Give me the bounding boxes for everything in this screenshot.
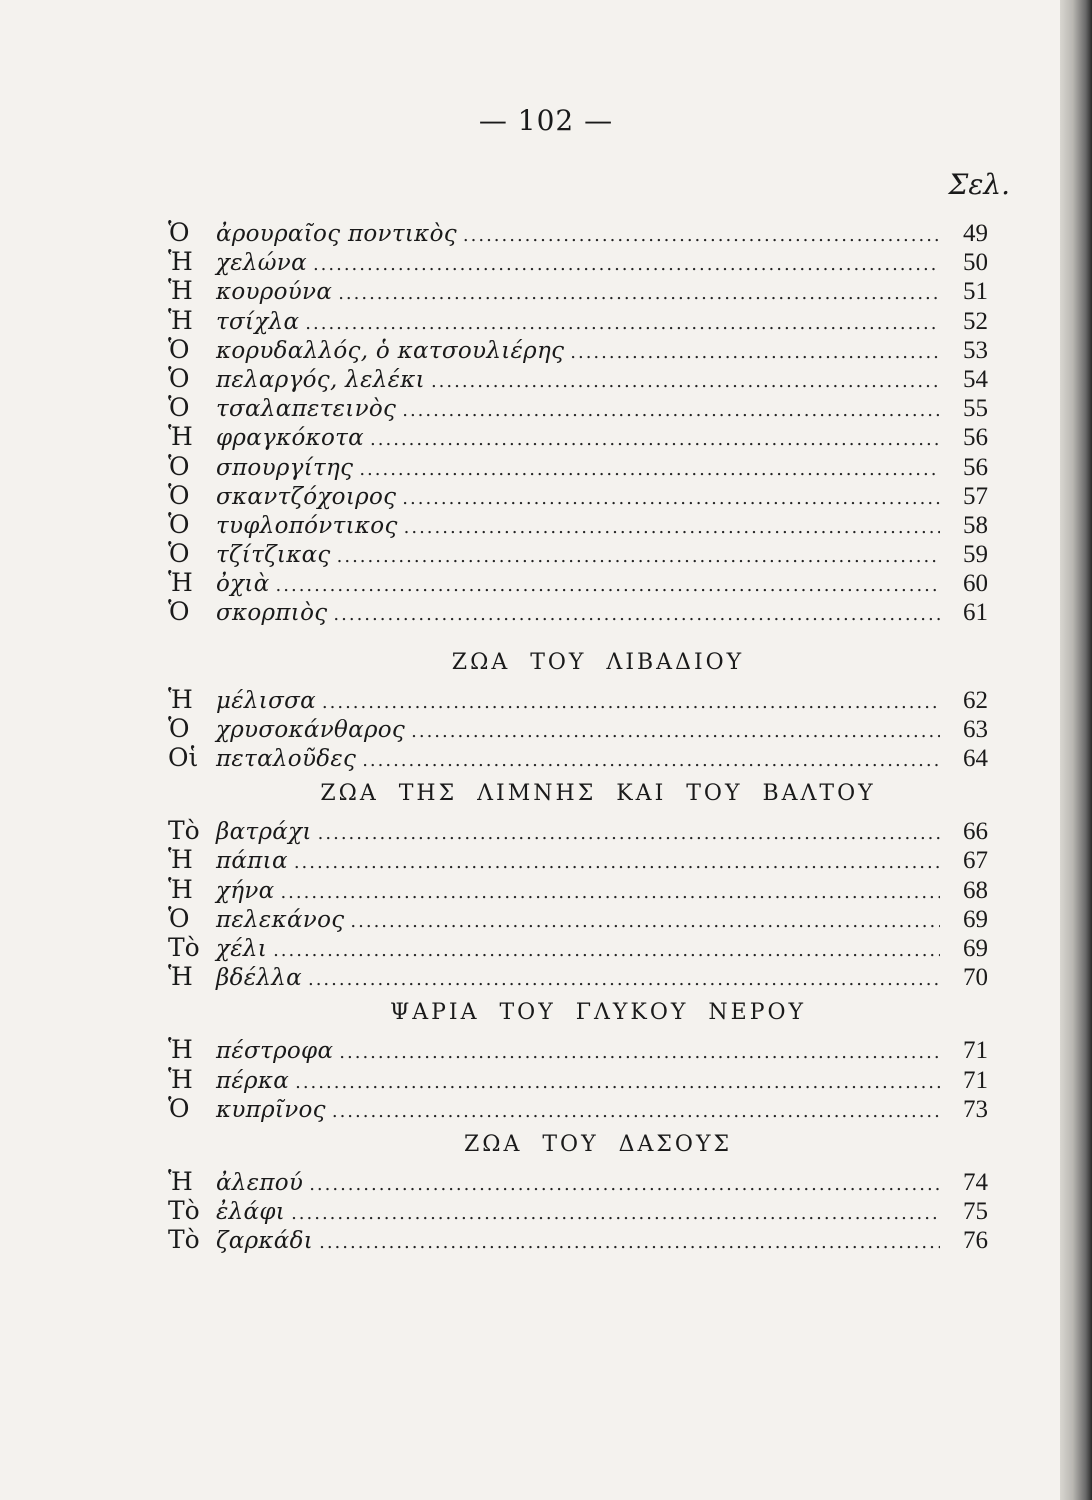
toc-entry xyxy=(168,452,988,481)
toc-entry xyxy=(168,1225,988,1254)
entry-article: Τὸ xyxy=(168,1225,200,1255)
toc-entry xyxy=(168,306,988,335)
dot-leader xyxy=(338,279,940,308)
dot-leader xyxy=(291,1199,940,1228)
toc-entry xyxy=(168,875,988,904)
toc-entry xyxy=(168,335,988,364)
toc-entry xyxy=(168,1167,988,1196)
toc-entry xyxy=(168,743,988,772)
entry-article: Ἡ xyxy=(168,422,193,452)
entry-name: ἀλεπού xyxy=(216,1169,304,1196)
dot-leader xyxy=(339,1038,940,1067)
entry-article: Ὁ xyxy=(168,334,190,364)
entry-name: ζαρκάδι xyxy=(216,1228,314,1255)
entry-article: Ἡ xyxy=(168,247,193,277)
page-number: — 102 — xyxy=(478,104,614,137)
entry-article: Ὁ xyxy=(168,597,190,627)
dot-leader xyxy=(370,425,940,454)
entry-article: Ὁ xyxy=(168,1093,190,1123)
dot-leader xyxy=(431,367,940,396)
toc-entry xyxy=(168,539,988,568)
toc-entry xyxy=(168,218,988,247)
toc-entry xyxy=(168,481,988,510)
entry-name: πεταλοῦδες xyxy=(216,746,357,772)
toc-entry xyxy=(168,422,988,451)
entry-page-number: 61 xyxy=(963,599,988,627)
toc-entry xyxy=(168,845,988,874)
entry-page-number: 74 xyxy=(963,1168,988,1196)
entry-name: σκαντζόχοιρος xyxy=(216,483,397,510)
entry-page-number: 58 xyxy=(963,511,988,539)
entry-article: Ἡ xyxy=(168,684,193,714)
dot-leader xyxy=(305,309,940,338)
entry-page-number: 64 xyxy=(963,745,988,772)
entry-article: Ἡ xyxy=(168,1166,193,1196)
entry-page-number: 56 xyxy=(963,424,988,452)
section-title: ΖΩΑ ΤΟΥ ΛΙΒΑΔΙΟΥ xyxy=(451,649,745,675)
entry-name: ὀχιὰ xyxy=(216,571,270,598)
toc-entry xyxy=(168,276,988,305)
dot-leader xyxy=(332,1097,940,1126)
toc-entry xyxy=(168,685,988,714)
entry-article: Ἡ xyxy=(168,1035,193,1065)
entry-page-number: 59 xyxy=(963,541,988,569)
toc-entry xyxy=(168,1065,988,1094)
dot-leader xyxy=(313,250,940,279)
entry-page-number: 66 xyxy=(963,818,988,846)
entry-article: Ἡ xyxy=(168,1064,193,1094)
entry-name: τζίτζικας xyxy=(216,542,331,569)
entry-name: κυπρῖνος xyxy=(216,1096,326,1123)
toc-entry xyxy=(168,933,988,962)
dot-leader xyxy=(319,1228,940,1257)
entry-article: Ὁ xyxy=(168,509,190,539)
entry-page-number: 62 xyxy=(963,686,988,714)
toc-entry xyxy=(168,364,988,393)
entry-article: Ὁ xyxy=(168,480,190,510)
dot-leader xyxy=(404,513,940,542)
entry-article: Ἡ xyxy=(168,276,193,306)
entry-article: Ὁ xyxy=(168,218,190,247)
entry-page-number: 53 xyxy=(963,336,988,364)
entry-name: χέλι xyxy=(216,935,268,962)
entry-page-number: 57 xyxy=(963,482,988,510)
entry-article: Τὸ xyxy=(168,1196,200,1226)
toc-entry xyxy=(168,1094,988,1123)
toc-entry xyxy=(168,904,988,933)
entry-name: ἀρουραῖος ποντικὸς xyxy=(216,221,457,247)
entry-page-number: 69 xyxy=(963,905,988,933)
toc-entry xyxy=(168,568,988,597)
dot-leader xyxy=(318,819,940,848)
entry-article: Ὁ xyxy=(168,903,190,933)
entry-page-number: 51 xyxy=(963,278,988,306)
entry-name: χελώνα xyxy=(216,250,307,277)
entry-page-number: 75 xyxy=(963,1198,988,1226)
entry-name: πελαργός, λελέκι xyxy=(216,366,425,393)
entry-page-number: 76 xyxy=(963,1227,988,1255)
dot-leader xyxy=(362,746,940,775)
entry-name: σκορπιὸς xyxy=(216,600,328,627)
toc-entry xyxy=(168,1035,988,1064)
toc-entry xyxy=(168,962,988,991)
entry-name: ἐλάφι xyxy=(216,1199,286,1226)
toc-entry xyxy=(168,597,988,626)
entry-name: μέλισσα xyxy=(216,687,316,714)
dot-leader xyxy=(308,965,940,994)
toc-entry xyxy=(168,1196,988,1225)
entry-page-number: 67 xyxy=(963,847,988,875)
toc-entry xyxy=(168,247,988,276)
entry-page-number: 55 xyxy=(963,395,988,423)
section-title: ΖΩΑ ΤΟΥ ΔΑΣΟΥΣ xyxy=(463,1131,733,1157)
dot-leader xyxy=(333,600,940,629)
entry-article: Τὸ xyxy=(168,816,200,846)
entry-name: χήνα xyxy=(216,877,275,904)
dot-leader xyxy=(359,455,940,484)
entry-name: κορυδαλλός, ὁ κατσουλιέρης xyxy=(216,337,565,364)
entry-name: φραγκόκοτα xyxy=(216,425,365,452)
entry-page-number: 71 xyxy=(963,1066,988,1094)
table-of-contents xyxy=(168,218,988,1254)
entry-name: σπουργίτης xyxy=(216,454,354,481)
entry-article: Ἡ xyxy=(168,568,193,598)
dot-leader xyxy=(273,936,940,965)
entry-article: Ὁ xyxy=(168,539,190,569)
entry-name: πάπια xyxy=(216,848,288,875)
entry-article: Οἱ xyxy=(168,743,199,772)
entry-page-number: 50 xyxy=(963,249,988,277)
entry-article: Ὁ xyxy=(168,393,190,423)
entry-name: τσίχλα xyxy=(216,308,300,335)
dot-leader xyxy=(350,907,940,936)
dot-leader xyxy=(402,396,940,425)
entry-page-number: 69 xyxy=(963,934,988,962)
entry-name: πέρκα xyxy=(216,1067,290,1094)
entry-page-number: 52 xyxy=(963,307,988,335)
entry-name: πελεκάνος xyxy=(216,906,345,933)
entry-article: Ἡ xyxy=(168,305,193,335)
entry-article: Ἡ xyxy=(168,845,193,875)
dot-leader xyxy=(294,848,940,877)
entry-article: Ὁ xyxy=(168,363,190,393)
dot-leader xyxy=(276,571,940,600)
entry-page-number: 71 xyxy=(963,1037,988,1065)
entry-article: Ἡ xyxy=(168,874,193,904)
toc-entry xyxy=(168,816,988,845)
entry-page-number: 63 xyxy=(963,715,988,743)
entry-page-number: 49 xyxy=(963,220,988,247)
dot-leader xyxy=(402,484,940,513)
entry-name: τσαλαπετεινὸς xyxy=(216,396,397,423)
entry-page-number: 54 xyxy=(963,365,988,393)
entry-name: κουρούνα xyxy=(216,279,333,306)
section-title: ΨΑΡΙΑ ΤΟΥ ΓΛΥΚΟΥ ΝΕΡΟΥ xyxy=(389,1000,807,1026)
entry-article: Ἡ xyxy=(168,962,193,992)
section-title: ΖΩΑ ΤΗΣ ΛΙΜΝΗΣ ΚΑΙ ΤΟΥ ΒΑΛΤΟΥ xyxy=(320,781,876,807)
book-spine-edge xyxy=(1060,0,1092,1500)
dot-leader xyxy=(463,221,940,250)
dot-leader xyxy=(309,1170,940,1199)
page-column-header: Σελ. xyxy=(948,168,1010,201)
toc-entry xyxy=(168,510,988,539)
entry-article: Ὁ xyxy=(168,451,190,481)
entry-page-number: 70 xyxy=(963,964,988,992)
entry-page-number: 68 xyxy=(963,876,988,904)
dot-leader xyxy=(337,542,940,571)
entry-name: χρυσοκάνθαρος xyxy=(216,716,406,743)
entry-article: Τὸ xyxy=(168,932,200,962)
dot-leader xyxy=(322,688,940,717)
entry-name: βατράχι xyxy=(216,819,312,846)
dot-leader xyxy=(295,1068,940,1097)
entry-name: βδέλλα xyxy=(216,965,302,992)
entry-page-number: 73 xyxy=(963,1095,988,1123)
entry-page-number: 56 xyxy=(963,453,988,481)
toc-entry xyxy=(168,393,988,422)
dot-leader xyxy=(411,717,940,746)
entry-name: πέστροφα xyxy=(216,1038,334,1065)
dot-leader xyxy=(570,338,940,367)
toc-entry xyxy=(168,714,988,743)
entry-article: Ὁ xyxy=(168,713,190,743)
dot-leader xyxy=(280,878,940,907)
entry-page-number: 60 xyxy=(963,570,988,598)
entry-name: τυφλοπόντικος xyxy=(216,512,398,539)
